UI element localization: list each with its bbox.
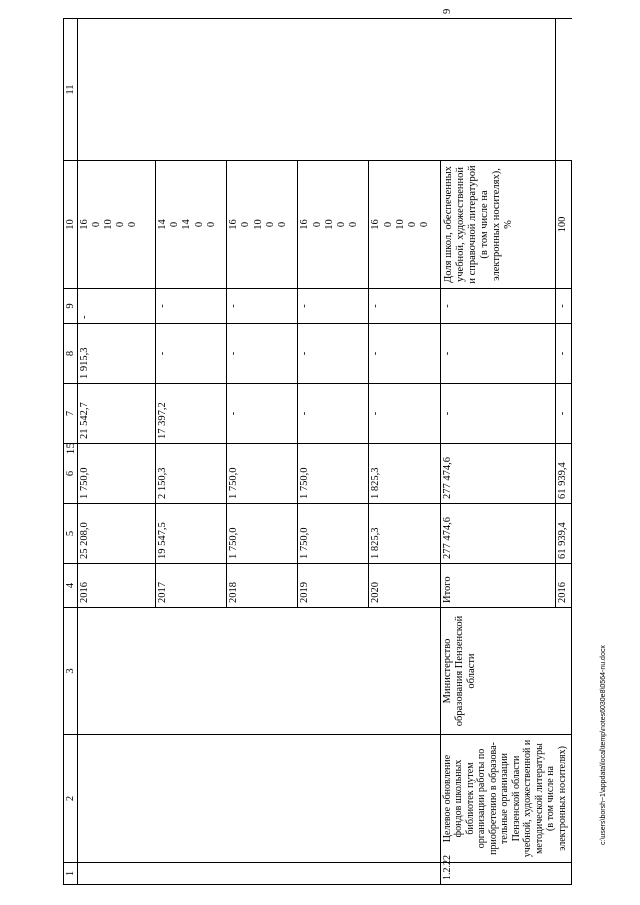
year-cell: 2020	[369, 564, 440, 608]
municipal-cell: -	[156, 324, 227, 384]
municipal-cell: 1 915,3	[78, 324, 156, 384]
total-cell: 1 750,0	[298, 504, 369, 564]
total-cell: 25 208,0	[78, 504, 156, 564]
col-5: 5	[64, 504, 78, 564]
year-cell: 2017	[156, 564, 227, 608]
col-6: 6	[64, 444, 78, 504]
targets-cell: 16 0 10 0 0	[298, 161, 369, 289]
other-cell: -	[227, 289, 298, 324]
itogo-total: 277 474,6	[440, 504, 556, 564]
regional-cell: 2 150,3	[156, 444, 227, 504]
targets-cell: 16 0 10 0 0	[227, 161, 298, 289]
itogo-municipal: -	[440, 324, 556, 384]
landscape-page	[63, 8, 572, 885]
other-cell: -	[156, 289, 227, 324]
other-cell: -	[556, 289, 572, 324]
table-row	[78, 19, 156, 885]
total-cell: 19 547,5	[156, 504, 227, 564]
regional-cell: 61 939,4	[556, 444, 572, 504]
itogo-federal: -	[440, 384, 556, 444]
itogo-regional: 277 474,6	[440, 444, 556, 504]
year-cell: 2016	[78, 564, 156, 608]
regional-cell: 1 750,0	[227, 444, 298, 504]
col-8: 8	[64, 324, 78, 384]
col-2: 2	[64, 735, 78, 863]
page-number: 15	[63, 442, 77, 455]
targets-cell: 14 0 14 0 0	[156, 161, 227, 289]
program-number: 1.2.22	[440, 863, 571, 885]
federal-cell: -	[369, 384, 440, 444]
other-cell: -	[298, 289, 369, 324]
document-path-footer: c:\users\borsh~1\appdata\local\temp\notes6030e8\0564-nu.docx	[600, 645, 607, 845]
municipal-cell: -	[556, 324, 572, 384]
regional-cell: 1 750,0	[298, 444, 369, 504]
other-cell: -	[78, 289, 156, 324]
targets-cell: 16 0 10 0 0	[369, 161, 440, 289]
regional-cell: 1 750,0	[78, 444, 156, 504]
municipal-cell: -	[369, 324, 440, 384]
program-description: Целевое обновление фондов школьных библиотек путем организации работы по приобретению в образова-тельные организации Пензенской области учебной, художественной и методической литературы (в том числе на электронных носителях)	[440, 735, 571, 863]
program-executor: Министерство образования Пензенской области	[440, 608, 571, 735]
program-table	[63, 8, 572, 885]
total-cell: 1 825,3	[369, 504, 440, 564]
col-9: 9	[64, 289, 78, 324]
year-cell: 2019	[298, 564, 369, 608]
col-10: 10	[64, 161, 78, 289]
indicator-description: Доля школ, обеспеченных учебной, художественной и справочной литературой (в том числе на электронных носителях), %	[440, 161, 556, 289]
col-1: 1	[64, 863, 78, 885]
col-7: 7	[64, 384, 78, 444]
targets-cell: 16 0 10 0 0	[78, 161, 156, 289]
municipal-cell: -	[227, 324, 298, 384]
total-cell: 1 750,0	[227, 504, 298, 564]
federal-cell: -	[556, 384, 572, 444]
year-cell: 2018	[227, 564, 298, 608]
indicator-value: 100	[556, 161, 572, 289]
regional-cell: 1 825,3	[369, 444, 440, 504]
municipal-cell: -	[298, 324, 369, 384]
col-3: 3	[64, 608, 78, 735]
col-4: 4	[64, 564, 78, 608]
other-cell: -	[369, 289, 440, 324]
federal-cell: 17 397,2	[156, 384, 227, 444]
col-11: 11	[64, 19, 78, 161]
column-number-row	[64, 19, 78, 885]
federal-cell: 21 542,7	[78, 384, 156, 444]
federal-cell: -	[227, 384, 298, 444]
total-cell: 61 939,4	[556, 504, 572, 564]
itogo-other: -	[440, 289, 556, 324]
year-cell: 2016	[556, 564, 572, 608]
itogo-label: Итого	[440, 564, 556, 608]
program-row: 1.2.22 Целевое обновление фондов школьных библиотек путем организации работы по приобретению в образова-тельные организации Пензенской области учебной, художественной и методической литературы (в том числе на электронных носителях) Министерство образования Пензенской области Итого 277 474,6 277 474,6 - - - Доля школ, обеспеченных учебной, художественной и справочной литературой (в том числе на электронных носителях), % 9	[440, 19, 556, 885]
federal-cell: -	[298, 384, 369, 444]
